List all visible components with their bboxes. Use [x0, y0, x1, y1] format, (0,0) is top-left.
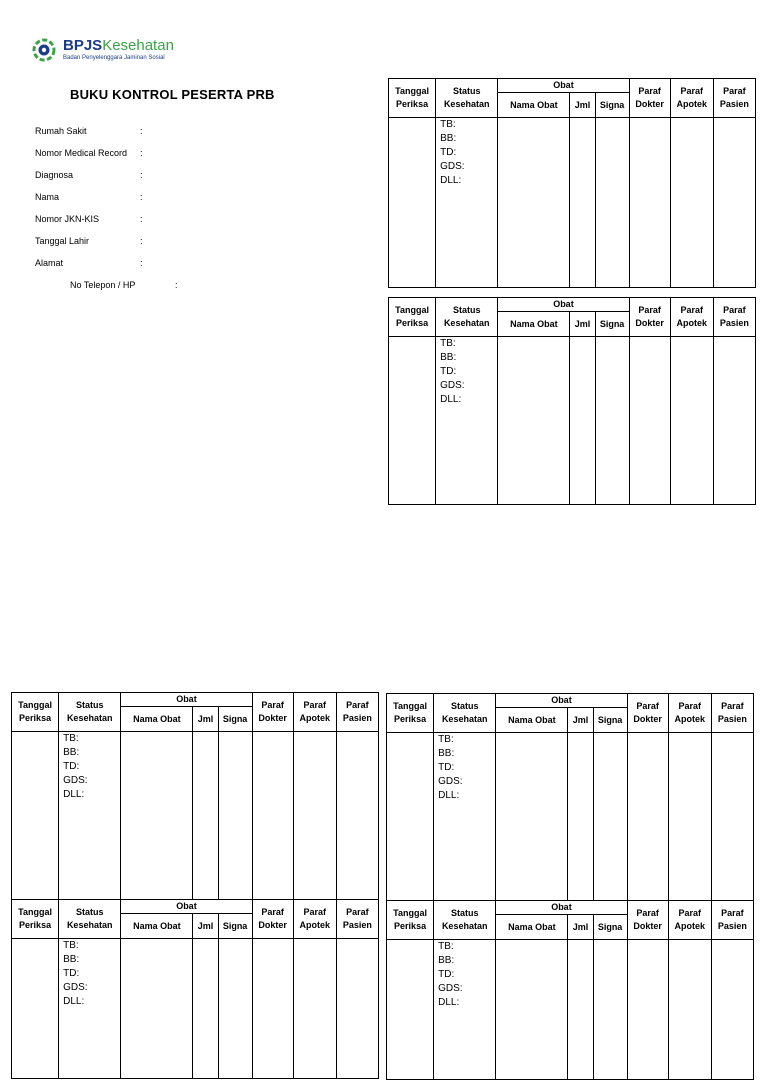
logo-subtitle: Badan Penyelenggara Jaminan Sosial	[63, 55, 165, 61]
status-bb: BB:	[63, 954, 80, 965]
paraf-dokter-cell[interactable]	[629, 337, 670, 505]
header-nama-obat: Nama Obat	[121, 707, 193, 732]
header-status-kesehatan: Status Kesehatan	[434, 694, 496, 733]
header-paraf-apotek: Paraf Apotek	[668, 694, 711, 733]
info-label: Rumah Sakit	[35, 126, 87, 136]
paraf-pasien-cell[interactable]	[336, 732, 378, 900]
control-table-1	[388, 78, 756, 288]
status-bb: BB:	[63, 747, 80, 758]
header-tanggal-periksa: Tanggal Periksa	[387, 694, 434, 733]
status-tb: TB:	[438, 941, 454, 952]
header-paraf-apotek: Paraf Apotek	[293, 900, 336, 939]
control-table-4	[386, 693, 754, 901]
jml-cell[interactable]	[193, 939, 218, 1079]
document-title: BUKU KONTROL PESERTA PRB	[70, 87, 275, 102]
header-paraf-pasien: Paraf Pasien	[713, 298, 755, 337]
status-td: TD:	[440, 147, 457, 158]
status-gds: GDS:	[63, 982, 88, 993]
paraf-pasien-cell[interactable]	[713, 118, 755, 288]
info-colon: :	[175, 280, 178, 290]
status-td: TD:	[440, 366, 457, 377]
info-label: Nomor Medical Record	[35, 148, 128, 158]
header-paraf-pasien: Paraf Pasien	[336, 900, 378, 939]
info-colon: :	[140, 170, 143, 180]
paraf-dokter-cell[interactable]	[629, 118, 670, 288]
info-colon: :	[140, 192, 143, 202]
status-dll: DLL:	[63, 789, 85, 800]
header-tanggal-periksa: Tanggal Periksa	[12, 693, 59, 732]
header-paraf-dokter: Paraf Dokter	[252, 693, 293, 732]
status-td: TD:	[438, 969, 455, 980]
paraf-pasien-cell[interactable]	[336, 939, 378, 1079]
info-label: No Telepon / HP	[70, 280, 136, 290]
info-colon: :	[140, 258, 143, 268]
status-tb: TB:	[438, 734, 454, 745]
info-label: Nama	[35, 192, 60, 202]
status-bb: BB:	[438, 955, 455, 966]
header-paraf-dokter: Paraf Dokter	[627, 694, 668, 733]
status-gds: GDS:	[63, 775, 88, 786]
header-status-kesehatan: Status Kesehatan	[436, 298, 498, 337]
paraf-dokter-cell[interactable]	[252, 939, 293, 1079]
paraf-apotek-cell[interactable]	[670, 337, 713, 505]
header-paraf-pasien: Paraf Pasien	[711, 901, 753, 940]
paraf-apotek-cell[interactable]	[293, 732, 336, 900]
header-jml: Jml	[570, 93, 595, 118]
tanggal-cell[interactable]	[389, 118, 436, 288]
header-tanggal-periksa: Tanggal Periksa	[387, 901, 434, 940]
header-status-kesehatan: Status Kesehatan	[434, 901, 496, 940]
info-row-alamat	[35, 258, 235, 280]
status-cell[interactable]	[434, 733, 496, 901]
info-colon: :	[140, 148, 143, 158]
signa-cell[interactable]	[595, 118, 629, 288]
paraf-apotek-cell[interactable]	[668, 940, 711, 1080]
status-bb: BB:	[440, 133, 457, 144]
paraf-pasien-cell[interactable]	[711, 940, 753, 1080]
header-obat: Obat	[496, 694, 627, 708]
header-obat: Obat	[121, 693, 252, 707]
status-gds: GDS:	[440, 161, 465, 172]
info-row-tanggal-lahir	[35, 236, 235, 258]
header-nama-obat: Nama Obat	[121, 914, 193, 939]
status-bb: BB:	[438, 748, 455, 759]
signa-cell[interactable]	[595, 337, 629, 505]
control-table-3	[11, 692, 379, 900]
header-paraf-pasien: Paraf Pasien	[713, 79, 755, 118]
tanggal-cell[interactable]	[387, 940, 434, 1080]
signa-cell[interactable]	[593, 940, 627, 1080]
nama-obat-cell[interactable]	[498, 118, 570, 288]
info-label: Diagnosa	[35, 170, 74, 180]
status-tb: TB:	[440, 338, 456, 349]
status-dll: DLL:	[438, 997, 460, 1008]
header-paraf-pasien: Paraf Pasien	[711, 694, 753, 733]
header-jml: Jml	[193, 707, 218, 732]
bpjs-emblem-icon	[32, 38, 56, 62]
header-jml: Jml	[570, 312, 595, 337]
nama-obat-cell[interactable]	[496, 940, 568, 1080]
paraf-dokter-cell[interactable]	[627, 733, 668, 901]
header-paraf-dokter: Paraf Dokter	[629, 79, 670, 118]
status-cell[interactable]	[59, 939, 121, 1079]
control-table-6	[386, 900, 754, 1080]
header-paraf-dokter: Paraf Dokter	[629, 298, 670, 337]
header-nama-obat: Nama Obat	[496, 708, 568, 733]
nama-obat-cell[interactable]	[498, 337, 570, 505]
info-row-nama	[35, 192, 235, 214]
header-jml: Jml	[193, 914, 218, 939]
nama-obat-cell[interactable]	[121, 939, 193, 1079]
status-tb: TB:	[63, 733, 79, 744]
header-signa: Signa	[218, 914, 252, 939]
tanggal-cell[interactable]	[387, 733, 434, 901]
status-cell[interactable]	[59, 732, 121, 900]
jml-cell[interactable]	[568, 940, 593, 1080]
patient-info	[35, 126, 235, 302]
jml-cell[interactable]	[193, 732, 218, 900]
info-colon: :	[140, 214, 143, 224]
status-td: TD:	[438, 762, 455, 773]
signa-cell[interactable]	[218, 732, 252, 900]
status-gds: GDS:	[440, 380, 465, 391]
header-tanggal-periksa: Tanggal Periksa	[389, 79, 436, 118]
header-obat: Obat	[121, 900, 252, 914]
header-obat: Obat	[498, 298, 629, 312]
status-dll: DLL:	[63, 996, 85, 1007]
control-table-5	[11, 899, 379, 1079]
info-colon: :	[140, 126, 143, 136]
paraf-pasien-cell[interactable]	[713, 337, 755, 505]
status-td: TD:	[63, 761, 80, 772]
header-obat: Obat	[496, 901, 627, 915]
header-paraf-dokter: Paraf Dokter	[252, 900, 293, 939]
jml-cell[interactable]	[570, 337, 595, 505]
header-nama-obat: Nama Obat	[496, 915, 568, 940]
header-signa: Signa	[595, 93, 629, 118]
status-cell[interactable]	[436, 118, 498, 288]
header-status-kesehatan: Status Kesehatan	[59, 693, 121, 732]
paraf-pasien-cell[interactable]	[711, 733, 753, 901]
status-dll: DLL:	[440, 175, 462, 186]
header-paraf-apotek: Paraf Apotek	[670, 79, 713, 118]
header-signa: Signa	[593, 708, 627, 733]
paraf-apotek-cell[interactable]	[670, 118, 713, 288]
info-label: Nomor JKN-KIS	[35, 214, 100, 224]
logo-wordmark: BPJSKesehatan	[63, 37, 174, 54]
nama-obat-cell[interactable]	[121, 732, 193, 900]
status-cell[interactable]	[434, 940, 496, 1080]
info-label: Tanggal Lahir	[35, 236, 90, 246]
header-paraf-dokter: Paraf Dokter	[627, 901, 668, 940]
info-row-phone	[35, 280, 235, 302]
header-nama-obat: Nama Obat	[498, 312, 570, 337]
bpjs-logo	[32, 38, 182, 68]
header-jml: Jml	[568, 708, 593, 733]
paraf-apotek-cell[interactable]	[668, 733, 711, 901]
status-dll: DLL:	[438, 790, 460, 801]
jml-cell[interactable]	[568, 733, 593, 901]
info-row-rumah-sakit	[35, 126, 235, 148]
tanggal-cell[interactable]	[12, 939, 59, 1079]
header-status-kesehatan: Status Kesehatan	[436, 79, 498, 118]
status-bb: BB:	[440, 352, 457, 363]
header-jml: Jml	[568, 915, 593, 940]
nama-obat-cell[interactable]	[496, 733, 568, 901]
status-cell[interactable]	[436, 337, 498, 505]
status-tb: TB:	[440, 119, 456, 130]
header-paraf-apotek: Paraf Apotek	[670, 298, 713, 337]
header-tanggal-periksa: Tanggal Periksa	[12, 900, 59, 939]
info-colon: :	[140, 236, 143, 246]
paraf-apotek-cell[interactable]	[293, 939, 336, 1079]
header-obat: Obat	[498, 79, 629, 93]
header-tanggal-periksa: Tanggal Periksa	[389, 298, 436, 337]
status-gds: GDS:	[438, 983, 463, 994]
info-row-jkn-kis	[35, 214, 235, 236]
info-label: Alamat	[35, 258, 64, 268]
header-signa: Signa	[595, 312, 629, 337]
paraf-dokter-cell[interactable]	[252, 732, 293, 900]
signa-cell[interactable]	[593, 733, 627, 901]
status-tb: TB:	[63, 940, 79, 951]
header-paraf-apotek: Paraf Apotek	[668, 901, 711, 940]
signa-cell[interactable]	[218, 939, 252, 1079]
status-gds: GDS:	[438, 776, 463, 787]
status-td: TD:	[63, 968, 80, 979]
header-paraf-pasien: Paraf Pasien	[336, 693, 378, 732]
header-signa: Signa	[593, 915, 627, 940]
tanggal-cell[interactable]	[12, 732, 59, 900]
header-paraf-apotek: Paraf Apotek	[293, 693, 336, 732]
info-row-medical-record	[35, 148, 235, 170]
tanggal-cell[interactable]	[389, 337, 436, 505]
jml-cell[interactable]	[570, 118, 595, 288]
status-dll: DLL:	[440, 394, 462, 405]
info-row-diagnosa	[35, 170, 235, 192]
paraf-dokter-cell[interactable]	[627, 940, 668, 1080]
header-signa: Signa	[218, 707, 252, 732]
control-table-2	[388, 297, 756, 505]
header-nama-obat: Nama Obat	[498, 93, 570, 118]
header-status-kesehatan: Status Kesehatan	[59, 900, 121, 939]
